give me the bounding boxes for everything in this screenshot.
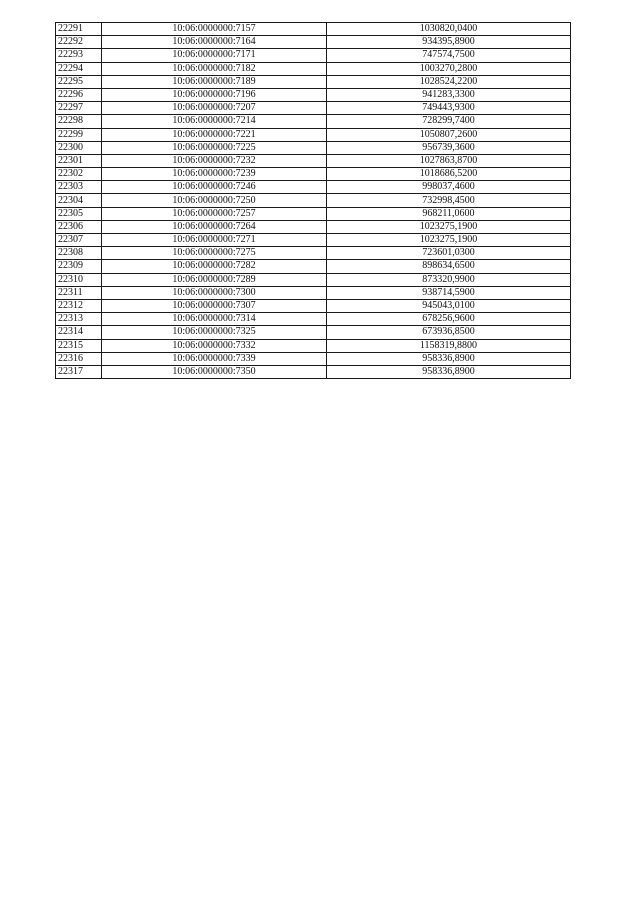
table-row bbox=[56, 115, 571, 128]
table-body bbox=[56, 23, 571, 379]
row-number-cell: 22305 bbox=[56, 207, 102, 220]
cadastral-number-cell: 10:06:0000000:7325 bbox=[102, 326, 327, 339]
cadastral-number-cell: 10:06:0000000:7207 bbox=[102, 102, 327, 115]
table-row bbox=[56, 36, 571, 49]
value-amount-cell: 1003270,2800 bbox=[327, 62, 571, 75]
row-number-cell: 22302 bbox=[56, 168, 102, 181]
value-amount-cell: 728299,7400 bbox=[327, 115, 571, 128]
cadastral-number-cell: 10:06:0000000:7264 bbox=[102, 220, 327, 233]
table-row bbox=[56, 23, 571, 36]
table-row bbox=[56, 62, 571, 75]
row-number-cell: 22301 bbox=[56, 154, 102, 167]
table-row bbox=[56, 102, 571, 115]
cadastral-number-cell: 10:06:0000000:7332 bbox=[102, 339, 327, 352]
cadastral-value-table bbox=[55, 22, 571, 379]
cadastral-number-cell: 10:06:0000000:7350 bbox=[102, 365, 327, 378]
cadastral-number-cell: 10:06:0000000:7289 bbox=[102, 273, 327, 286]
value-amount-cell: 1027863,8700 bbox=[327, 154, 571, 167]
table-row bbox=[56, 260, 571, 273]
row-number-cell: 22312 bbox=[56, 299, 102, 312]
cadastral-number-cell: 10:06:0000000:7250 bbox=[102, 194, 327, 207]
value-amount-cell: 945043,0100 bbox=[327, 299, 571, 312]
table-row bbox=[56, 286, 571, 299]
row-number-cell: 22294 bbox=[56, 62, 102, 75]
table-row bbox=[56, 326, 571, 339]
row-number-cell: 22308 bbox=[56, 247, 102, 260]
row-number-cell: 22295 bbox=[56, 75, 102, 88]
value-amount-cell: 898634,6500 bbox=[327, 260, 571, 273]
value-amount-cell: 873320,9900 bbox=[327, 273, 571, 286]
value-amount-cell: 938714,5900 bbox=[327, 286, 571, 299]
row-number-cell: 22296 bbox=[56, 88, 102, 101]
table-row bbox=[56, 141, 571, 154]
cadastral-number-cell: 10:06:0000000:7239 bbox=[102, 168, 327, 181]
cadastral-number-cell: 10:06:0000000:7221 bbox=[102, 128, 327, 141]
row-number-cell: 22303 bbox=[56, 181, 102, 194]
table-row bbox=[56, 247, 571, 260]
value-amount-cell: 958336,8900 bbox=[327, 365, 571, 378]
value-amount-cell: 1158319,8800 bbox=[327, 339, 571, 352]
table-row bbox=[56, 181, 571, 194]
cadastral-number-cell: 10:06:0000000:7225 bbox=[102, 141, 327, 154]
row-number-cell: 22313 bbox=[56, 313, 102, 326]
cadastral-number-cell: 10:06:0000000:7307 bbox=[102, 299, 327, 312]
cadastral-number-cell: 10:06:0000000:7246 bbox=[102, 181, 327, 194]
row-number-cell: 22293 bbox=[56, 49, 102, 62]
row-number-cell: 22292 bbox=[56, 36, 102, 49]
cadastral-number-cell: 10:06:0000000:7314 bbox=[102, 313, 327, 326]
row-number-cell: 22316 bbox=[56, 352, 102, 365]
table-row bbox=[56, 352, 571, 365]
row-number-cell: 22297 bbox=[56, 102, 102, 115]
table-row bbox=[56, 154, 571, 167]
table-row bbox=[56, 220, 571, 233]
row-number-cell: 22310 bbox=[56, 273, 102, 286]
table-row bbox=[56, 234, 571, 247]
value-amount-cell: 749443,9300 bbox=[327, 102, 571, 115]
table-row bbox=[56, 168, 571, 181]
value-amount-cell: 1023275,1900 bbox=[327, 234, 571, 247]
table-row bbox=[56, 365, 571, 378]
value-amount-cell: 941283,3300 bbox=[327, 88, 571, 101]
table-row bbox=[56, 194, 571, 207]
cadastral-number-cell: 10:06:0000000:7157 bbox=[102, 23, 327, 36]
cadastral-number-cell: 10:06:0000000:7300 bbox=[102, 286, 327, 299]
value-amount-cell: 723601,0300 bbox=[327, 247, 571, 260]
value-amount-cell: 673936,8500 bbox=[327, 326, 571, 339]
row-number-cell: 22306 bbox=[56, 220, 102, 233]
row-number-cell: 22291 bbox=[56, 23, 102, 36]
row-number-cell: 22298 bbox=[56, 115, 102, 128]
value-amount-cell: 956739,3600 bbox=[327, 141, 571, 154]
cadastral-number-cell: 10:06:0000000:7271 bbox=[102, 234, 327, 247]
row-number-cell: 22300 bbox=[56, 141, 102, 154]
value-amount-cell: 747574,7500 bbox=[327, 49, 571, 62]
value-amount-cell: 678256,9600 bbox=[327, 313, 571, 326]
table-row bbox=[56, 313, 571, 326]
cadastral-number-cell: 10:06:0000000:7214 bbox=[102, 115, 327, 128]
row-number-cell: 22309 bbox=[56, 260, 102, 273]
cadastral-number-cell: 10:06:0000000:7275 bbox=[102, 247, 327, 260]
table-row bbox=[56, 273, 571, 286]
table-row bbox=[56, 207, 571, 220]
table-row bbox=[56, 128, 571, 141]
value-amount-cell: 1023275,1900 bbox=[327, 220, 571, 233]
row-number-cell: 22299 bbox=[56, 128, 102, 141]
cadastral-number-cell: 10:06:0000000:7182 bbox=[102, 62, 327, 75]
table-row bbox=[56, 88, 571, 101]
row-number-cell: 22311 bbox=[56, 286, 102, 299]
value-amount-cell: 934395,8900 bbox=[327, 36, 571, 49]
value-amount-cell: 1050807,2600 bbox=[327, 128, 571, 141]
table-row bbox=[56, 49, 571, 62]
value-amount-cell: 1030820,0400 bbox=[327, 23, 571, 36]
table-row bbox=[56, 299, 571, 312]
cadastral-number-cell: 10:06:0000000:7189 bbox=[102, 75, 327, 88]
table-row bbox=[56, 339, 571, 352]
cadastral-number-cell: 10:06:0000000:7339 bbox=[102, 352, 327, 365]
value-amount-cell: 968211,0600 bbox=[327, 207, 571, 220]
cadastral-number-cell: 10:06:0000000:7282 bbox=[102, 260, 327, 273]
cadastral-number-cell: 10:06:0000000:7232 bbox=[102, 154, 327, 167]
value-amount-cell: 958336,8900 bbox=[327, 352, 571, 365]
row-number-cell: 22307 bbox=[56, 234, 102, 247]
row-number-cell: 22315 bbox=[56, 339, 102, 352]
cadastral-number-cell: 10:06:0000000:7164 bbox=[102, 36, 327, 49]
cadastral-number-cell: 10:06:0000000:7171 bbox=[102, 49, 327, 62]
cadastral-number-cell: 10:06:0000000:7196 bbox=[102, 88, 327, 101]
table-row bbox=[56, 75, 571, 88]
row-number-cell: 22317 bbox=[56, 365, 102, 378]
value-amount-cell: 1028524,2200 bbox=[327, 75, 571, 88]
row-number-cell: 22304 bbox=[56, 194, 102, 207]
cadastral-number-cell: 10:06:0000000:7257 bbox=[102, 207, 327, 220]
row-number-cell: 22314 bbox=[56, 326, 102, 339]
value-amount-cell: 732998,4500 bbox=[327, 194, 571, 207]
value-amount-cell: 998037,4600 bbox=[327, 181, 571, 194]
value-amount-cell: 1018686,5200 bbox=[327, 168, 571, 181]
